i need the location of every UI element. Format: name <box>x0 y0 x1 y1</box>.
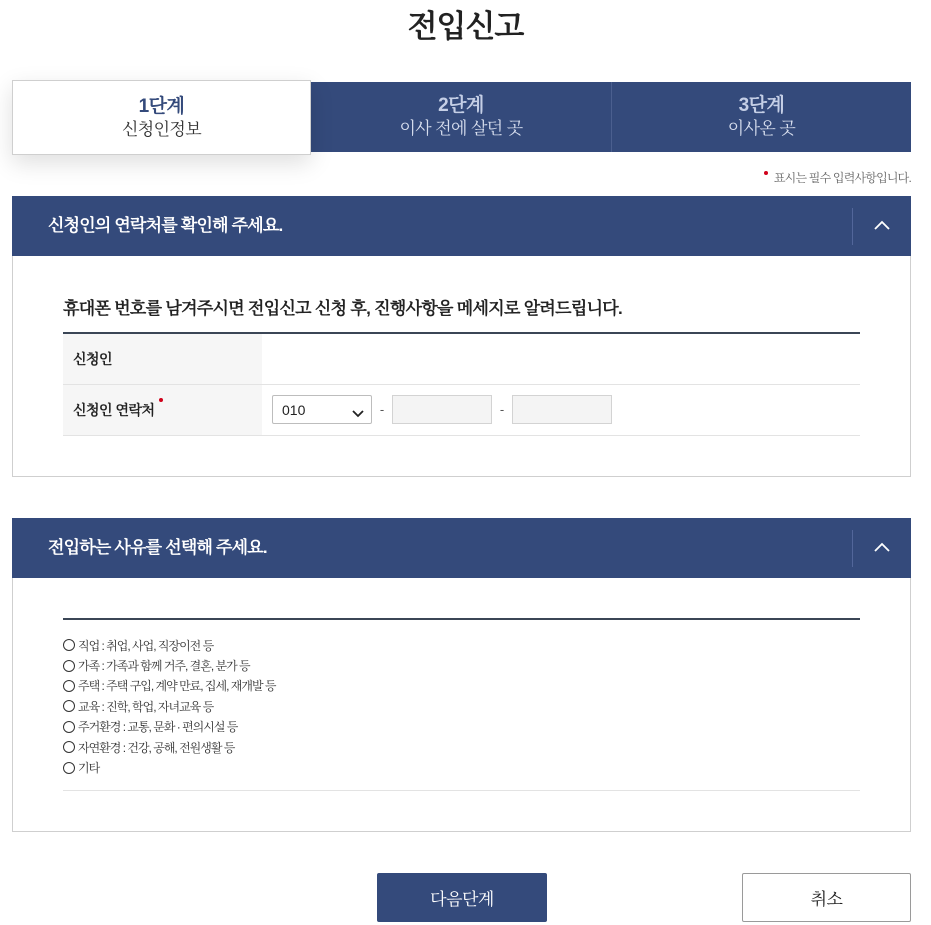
list-top-border <box>63 618 860 620</box>
reason-option-label: 주택 : 주택 구입, 계약 만료, 집세, 재개발 등 <box>78 679 276 694</box>
cancel-button[interactable]: 취소 <box>742 873 911 922</box>
phone-prefix-wrap <box>272 395 372 424</box>
radio-button[interactable] <box>63 721 75 733</box>
phone-prefix-select[interactable] <box>272 395 372 424</box>
radio-button[interactable] <box>63 639 75 651</box>
step-tab-1-active[interactable] <box>12 80 311 155</box>
reason-option-education[interactable] <box>63 696 860 716</box>
radio-button[interactable] <box>63 741 75 753</box>
reason-option-family[interactable] <box>63 655 860 675</box>
chevron-up-icon <box>874 539 890 557</box>
applicant-label: 신청인 <box>73 351 113 367</box>
step-number: 1단계 <box>138 95 185 117</box>
phone-input-group <box>272 395 612 424</box>
page-title: 전입신고 <box>407 9 524 44</box>
reason-option-label: 교육 : 진학, 학업, 자녀교육 등 <box>78 699 214 714</box>
reason-radio-group <box>63 635 860 778</box>
reason-option-living-environment[interactable] <box>63 717 860 737</box>
radio-button[interactable] <box>63 680 75 692</box>
contact-form-table <box>63 334 860 436</box>
reason-option-label: 주거환경 : 교통, 문화 · 편의시설 등 <box>78 720 238 735</box>
next-step-button[interactable]: 다음단계 <box>377 873 547 922</box>
phone-separator: - <box>379 402 385 417</box>
form-row-phone <box>63 385 860 436</box>
step-label: 신청인정보 <box>121 119 202 139</box>
step-label: 이사 전에 살던 곳 <box>399 119 523 138</box>
reason-option-label: 직업 : 취업, 사업, 직장이전 등 <box>78 638 214 653</box>
reason-option-label: 기타 <box>78 761 100 776</box>
step-label: 이사온 곳 <box>727 119 796 138</box>
required-note <box>764 170 911 186</box>
step-number: 2단계 <box>438 95 484 116</box>
reason-option-job[interactable] <box>63 635 860 655</box>
section-title: 신청인의 연락처를 확인해 주세요. <box>48 216 283 235</box>
contact-section-header <box>12 196 911 256</box>
chevron-up-icon <box>874 217 890 235</box>
section-toggle-button[interactable] <box>853 518 911 578</box>
form-label <box>63 334 262 384</box>
form-row-applicant <box>63 334 860 385</box>
reason-section-body <box>12 578 911 832</box>
phone-last-input[interactable] <box>512 395 612 424</box>
step-number: 3단계 <box>738 95 785 116</box>
section-title: 전입하는 사유를 선택해 주세요. <box>48 538 267 557</box>
phone-middle-input[interactable] <box>392 395 492 424</box>
step-tab-2[interactable] <box>311 82 611 152</box>
reason-option-other[interactable] <box>63 757 860 777</box>
required-mark <box>159 398 163 402</box>
reason-section-header <box>12 518 911 578</box>
required-mark <box>764 171 768 175</box>
radio-button[interactable] <box>63 700 75 712</box>
step-tab-3[interactable] <box>611 82 911 152</box>
radio-button[interactable] <box>63 660 75 672</box>
form-label <box>63 385 262 435</box>
required-note-text: 표시는 필수 입력사항입니다. <box>773 171 911 185</box>
phone-label: 신청인 연락처 <box>73 402 155 418</box>
section-toggle-button[interactable] <box>853 196 911 256</box>
contact-intro-text: 휴대폰 번호를 남겨주시면 전입신고 신청 후, 진행사항을 메세지로 알려드립니다. <box>63 299 623 318</box>
reason-option-label: 자연환경 : 건강, 공해, 전원생활 등 <box>78 740 235 755</box>
phone-separator: - <box>499 402 505 417</box>
radio-button[interactable] <box>63 762 75 774</box>
reason-option-label: 가족 : 가족과 함께 거주, 결혼, 분가 등 <box>78 659 250 674</box>
reason-option-housing[interactable] <box>63 676 860 696</box>
reason-option-natural-environment[interactable] <box>63 737 860 757</box>
contact-section-body <box>12 256 911 477</box>
list-bottom-border <box>63 790 860 791</box>
